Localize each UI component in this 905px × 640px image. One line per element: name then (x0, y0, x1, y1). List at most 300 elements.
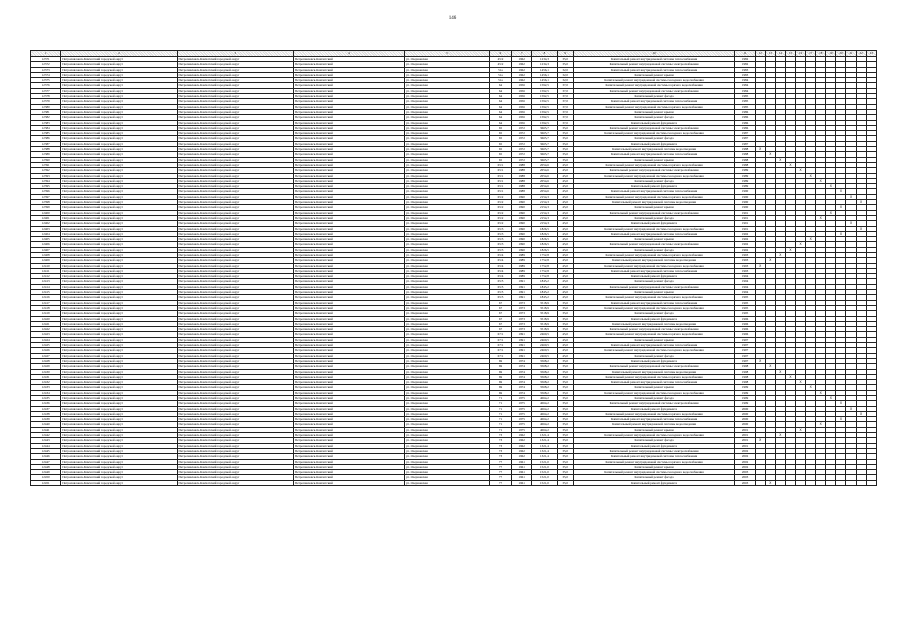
column-header: 23 (866, 51, 876, 57)
street-cell: ул. Озерновская (404, 78, 489, 83)
municipality-cell: Петропавловск-Камчатский городской округ (61, 104, 177, 109)
work-type-cell: Капитальный ремонт фундамента (573, 406, 735, 411)
row-number: 12383 (31, 120, 61, 125)
work-type-cell: Капитальный ремонт фасада (573, 178, 735, 183)
mark-cell: X (765, 480, 775, 485)
wear-cell: 35,0 (557, 411, 573, 416)
settlement-cell: Петропавловск-Камчатский (293, 279, 404, 284)
row-number: 12394 (31, 178, 61, 183)
area-cell: 4064,2 (532, 422, 557, 427)
row-number: 12408 (31, 252, 61, 257)
mark-cell: X (856, 200, 866, 205)
district-cell: Петропавловск-Камчатский городской округ (177, 136, 293, 141)
wear-cell: 45,0 (557, 189, 573, 194)
plan-year-cell: 1995 (735, 305, 755, 310)
area-cell: 1592,5 (532, 109, 557, 114)
work-type-cell: Капитальный ремонт фасада (573, 438, 735, 443)
wear-cell: 35,0 (557, 390, 573, 395)
house-number-cell: 67 (489, 305, 511, 310)
mark-cell: X (796, 242, 806, 247)
house-number-cell: 65/5 (489, 284, 511, 289)
mark-cell: X (796, 380, 806, 385)
district-cell: Петропавловск-Камчатский городской округ (177, 94, 293, 99)
work-type-cell: Капитальный ремонт внутридомовой системы теплоснабжения (573, 343, 735, 348)
district-cell: Петропавловск-Камчатский городской округ (177, 396, 293, 401)
work-type-cell: Капитальный ремонт внутридомовой системы водоотведения (573, 321, 735, 326)
wear-cell: 35,0 (557, 321, 573, 326)
plan-year-cell: 1988 (735, 157, 755, 162)
plan-year-cell: 1997 (735, 358, 755, 363)
build-year-cell: 1972 (512, 136, 532, 141)
area-cell: 4064,2 (532, 427, 557, 432)
district-cell: Петропавловск-Камчатский городской округ (177, 210, 293, 215)
area-cell: 3568,2 (532, 369, 557, 374)
municipality-cell: Петропавловск-Камчатский городской округ (61, 385, 177, 390)
row-number: 12400 (31, 210, 61, 215)
build-year-cell: 1962 (512, 433, 532, 438)
build-year-cell: 1962 (512, 67, 532, 72)
settlement-cell: Петропавловск-Камчатский (293, 343, 404, 348)
district-cell: Петропавловск-Камчатский городской округ (177, 343, 293, 348)
work-type-cell: Капитальный ремонт внутридомовой системы холодного водоснабжения (573, 470, 735, 475)
build-year-cell: 1956 (512, 104, 532, 109)
settlement-cell: Петропавловск-Камчатский (293, 284, 404, 289)
settlement-cell: Петропавловск-Камчатский (293, 99, 404, 104)
municipality-cell: Петропавловск-Камчатский городской округ (61, 337, 177, 342)
column-header: 5 (404, 51, 489, 57)
district-cell: Петропавловск-Камчатский городской округ (177, 168, 293, 173)
wear-cell: 45,0 (557, 162, 573, 167)
settlement-cell: Петропавловск-Камчатский (293, 258, 404, 263)
street-cell: ул. Озерновская (404, 210, 489, 215)
column-header: 8 (532, 51, 557, 57)
settlement-cell: Петропавловск-Камчатский (293, 115, 404, 120)
municipality-cell: Петропавловск-Камчатский городской округ (61, 475, 177, 480)
district-cell: Петропавловск-Камчатский городской округ (177, 237, 293, 242)
district-cell: Петропавловск-Камчатский городской округ (177, 448, 293, 453)
house-number-cell: 64 (489, 83, 511, 88)
settlement-cell: Петропавловск-Камчатский (293, 263, 404, 268)
row-number: 12419 (31, 311, 61, 316)
street-cell: ул. Озерновская (404, 417, 489, 422)
build-year-cell: 1975 (512, 411, 532, 416)
street-cell: ул. Озерновская (404, 401, 489, 406)
wear-cell: 45,0 (557, 237, 573, 242)
street-cell: ул. Озерновская (404, 284, 489, 289)
build-year-cell: 1962 (512, 78, 532, 83)
mark-cell: X (836, 401, 846, 406)
row-number: 12393 (31, 173, 61, 178)
row-number: 12449 (31, 470, 61, 475)
district-cell: Петропавловск-Камчатский городской округ (177, 353, 293, 358)
row-number: 12446 (31, 454, 61, 459)
area-cell: 1521,0 (532, 470, 557, 475)
house-number-cell: 65 (489, 136, 511, 141)
plan-year-cell: 1992 (735, 247, 755, 252)
wear-cell: 45,0 (557, 215, 573, 220)
row-number: 12378 (31, 94, 61, 99)
house-number-cell: 65/4 (489, 268, 511, 273)
district-cell: Петропавловск-Камчатский городской округ (177, 358, 293, 363)
settlement-cell: Петропавловск-Камчатский (293, 438, 404, 443)
settlement-cell: Петропавловск-Камчатский (293, 411, 404, 416)
district-cell: Петропавловск-Камчатский городской округ (177, 152, 293, 157)
wear-cell: 35,0 (557, 380, 573, 385)
build-year-cell: 1990 (512, 194, 532, 199)
wear-cell: 45,0 (557, 231, 573, 236)
wear-cell: 37,0 (557, 115, 573, 120)
area-cell: 2154,3 (532, 205, 557, 210)
plan-year-cell: 1985 (735, 99, 755, 104)
district-cell: Петропавловск-Камчатский городской округ (177, 454, 293, 459)
work-type-cell: Капитальный ремонт внутридомовой системы электроснабжения (573, 210, 735, 215)
wear-cell: 32,0 (557, 72, 573, 77)
plan-year-cell: 1993 (735, 263, 755, 268)
municipality-cell: Петропавловск-Камчатский городской округ (61, 295, 177, 300)
district-cell: Петропавловск-Камчатский городской округ (177, 480, 293, 485)
area-cell: 3518,9 (532, 316, 557, 321)
work-type-cell: Капитальный ремонт фундамента (573, 221, 735, 226)
wear-cell: 35,0 (557, 316, 573, 321)
plan-year-cell: 1996 (735, 321, 755, 326)
house-number-cell: 65 (489, 125, 511, 130)
street-cell: ул. Озерновская (404, 300, 489, 305)
mark-cell (775, 480, 785, 485)
wear-cell: 35,0 (557, 475, 573, 480)
house-number-cell: 65/4 (489, 258, 511, 263)
street-cell: ул. Озерновская (404, 385, 489, 390)
area-cell: 3568,2 (532, 364, 557, 369)
wear-cell: 35,0 (557, 401, 573, 406)
house-number-cell: 69 (489, 374, 511, 379)
row-number: 12433 (31, 385, 61, 390)
house-number-cell: 64 (489, 99, 511, 104)
municipality-cell: Петропавловск-Камчатский городской округ (61, 115, 177, 120)
municipality-cell: Петропавловск-Камчатский городской округ (61, 284, 177, 289)
street-cell: ул. Озерновская (404, 104, 489, 109)
row-number: 12384 (31, 125, 61, 130)
build-year-cell: 1961 (512, 475, 532, 480)
house-number-cell: 64 (489, 104, 511, 109)
work-type-cell: Капитальный ремонт фасада (573, 247, 735, 252)
plan-year-cell: 1998 (735, 369, 755, 374)
row-number: 12385 (31, 131, 61, 136)
district-cell: Петропавловск-Камчатский городской округ (177, 83, 293, 88)
plan-year-cell: 1987 (735, 131, 755, 136)
settlement-cell: Петропавловск-Камчатский (293, 475, 404, 480)
district-cell: Петропавловск-Камчатский городской округ (177, 184, 293, 189)
street-cell: ул. Озерновская (404, 279, 489, 284)
plan-year-cell: 1998 (735, 364, 755, 369)
work-type-cell: Капитальный ремонт внутридомовой системы горячего водоснабжения (573, 252, 735, 257)
table-body (31, 57, 877, 486)
work-type-cell: Капитальный ремонт внутридомовой системы горячего водоснабжения (573, 295, 735, 300)
row-number: 12447 (31, 459, 61, 464)
wear-cell: 45,0 (557, 184, 573, 189)
municipality-cell: Петропавловск-Камчатский городской округ (61, 300, 177, 305)
plan-year-cell: 1984 (735, 88, 755, 93)
build-year-cell: 1991 (512, 332, 532, 337)
work-type-cell: Капитальный ремонт крыши (573, 385, 735, 390)
settlement-cell: Петропавловск-Камчатский (293, 348, 404, 353)
work-type-cell: Капитальный ремонт фундамента (573, 184, 735, 189)
area-cell: 4064,2 (532, 411, 557, 416)
column-header: 15 (785, 51, 795, 57)
build-year-cell: 1962 (512, 443, 532, 448)
house-number-cell: 67 (489, 321, 511, 326)
settlement-cell: Петропавловск-Камчатский (293, 104, 404, 109)
municipality-cell: Петропавловск-Камчатский городской округ (61, 141, 177, 146)
settlement-cell: Петропавловск-Камчатский (293, 337, 404, 342)
area-cell: 3518,9 (532, 300, 557, 305)
area-cell: 1234,3 (532, 62, 557, 67)
plan-year-cell: 1986 (735, 115, 755, 120)
street-cell: ул. Озерновская (404, 221, 489, 226)
mark-cell: X (816, 178, 826, 183)
plan-year-cell: 1988 (735, 147, 755, 152)
district-cell: Петропавловск-Камчатский городской округ (177, 162, 293, 167)
column-header: 12 (755, 51, 765, 57)
area-cell: 1592,5 (532, 120, 557, 125)
build-year-cell: 1972 (512, 131, 532, 136)
work-type-cell: Капитальный ремонт фасада (573, 279, 735, 284)
build-year-cell: 1988 (512, 184, 532, 189)
district-cell: Петропавловск-Камчатский городской округ (177, 390, 293, 395)
area-cell: 1592,5 (532, 94, 557, 99)
street-cell: ул. Озерновская (404, 374, 489, 379)
district-cell: Петропавловск-Камчатский городской округ (177, 252, 293, 257)
house-number-cell: 65/5 (489, 279, 511, 284)
municipality-cell: Петропавловск-Камчатский городской округ (61, 422, 177, 427)
municipality-cell: Петропавловск-Камчатский городской округ (61, 258, 177, 263)
district-cell: Петропавловск-Камчатский городской округ (177, 459, 293, 464)
build-year-cell: 1989 (512, 252, 532, 257)
area-cell: 1321,4 (532, 443, 557, 448)
plan-year-cell: 1997 (735, 343, 755, 348)
row-number: 12442 (31, 433, 61, 438)
area-cell: 3665,7 (532, 141, 557, 146)
work-type-cell: Капитальный ремонт внутридомовой системы холодного водоснабжения (573, 173, 735, 178)
settlement-cell: Петропавловск-Камчатский (293, 62, 404, 67)
build-year-cell: 1991 (512, 353, 532, 358)
wear-cell: 35,0 (557, 300, 573, 305)
house-number-cell: 65 (489, 131, 511, 136)
work-type-cell: Капитальный ремонт внутридомовой системы холодного водоснабжения (573, 390, 735, 395)
row-number: 12372 (31, 62, 61, 67)
area-cell: 1592,5 (532, 115, 557, 120)
area-cell: 1321,4 (532, 438, 557, 443)
house-number-cell: 65/1 (489, 162, 511, 167)
row-number: 12421 (31, 321, 61, 326)
wear-cell: 35,0 (557, 480, 573, 485)
column-header: 14 (775, 51, 785, 57)
mark-cell: X (755, 438, 765, 443)
area-cell: 1845,2 (532, 279, 557, 284)
build-year-cell: 1973 (512, 316, 532, 321)
row-number: 12441 (31, 427, 61, 432)
build-year-cell: 1990 (512, 247, 532, 252)
municipality-cell: Петропавловск-Камчатский городской округ (61, 459, 177, 464)
row-number: 12448 (31, 464, 61, 469)
street-cell: ул. Озерновская (404, 88, 489, 93)
street-cell: ул. Озерновская (404, 136, 489, 141)
row-number: 12388 (31, 147, 61, 152)
wear-cell: 45,0 (557, 173, 573, 178)
municipality-cell: Петропавловск-Камчатский городской округ (61, 88, 177, 93)
row-number: 12413 (31, 279, 61, 284)
build-year-cell: 1974 (512, 374, 532, 379)
area-cell: 3665,7 (532, 125, 557, 130)
build-year-cell: 1962 (512, 57, 532, 62)
house-number-cell: 45/2 (489, 62, 511, 67)
municipality-cell: Петропавловск-Камчатский городской округ (61, 438, 177, 443)
settlement-cell: Петропавловск-Камчатский (293, 295, 404, 300)
row-number: 12392 (31, 168, 61, 173)
work-type-cell: Капитальный ремонт крыши (573, 290, 735, 295)
build-year-cell: 1973 (512, 300, 532, 305)
work-type-cell: Капитальный ремонт внутридомовой системы холодного водоснабжения (573, 131, 735, 136)
municipality-cell: Петропавловск-Камчатский городской округ (61, 406, 177, 411)
municipality-cell: Петропавловск-Камчатский городской округ (61, 268, 177, 273)
area-cell: 3665,7 (532, 152, 557, 157)
work-type-cell: Капитальный ремонт внутридомовой системы теплоснабжения (573, 380, 735, 385)
row-number: 12411 (31, 268, 61, 273)
area-cell: 1592,5 (532, 104, 557, 109)
area-cell: 1826,5 (532, 226, 557, 231)
house-number-cell: 65/5 (489, 295, 511, 300)
municipality-cell: Петропавловск-Камчатский городской округ (61, 332, 177, 337)
settlement-cell: Петропавловск-Камчатский (293, 173, 404, 178)
area-cell: 1845,2 (532, 284, 557, 289)
column-header: 19 (826, 51, 836, 57)
row-number: 12401 (31, 215, 61, 220)
street-cell: ул. Озерновская (404, 369, 489, 374)
work-type-cell: Капитальный ремонт внутридомовой системы холодного водоснабжения (573, 305, 735, 310)
municipality-cell: Петропавловск-Камчатский городской округ (61, 353, 177, 358)
plan-year-cell: 2001 (735, 433, 755, 438)
wear-cell: 35,0 (557, 374, 573, 379)
district-cell: Петропавловск-Камчатский городской округ (177, 433, 293, 438)
street-cell: ул. Озерновская (404, 226, 489, 231)
plan-year-cell: 2001 (735, 443, 755, 448)
wear-cell: 45,0 (557, 343, 573, 348)
work-type-cell: Капитальный ремонт внутридомовой системы электроснабжения (573, 364, 735, 369)
house-number-cell: 77 (489, 475, 511, 480)
house-number-cell: 77 (489, 480, 511, 485)
work-type-cell: Капитальный ремонт внутридомовой системы электроснабжения (573, 284, 735, 289)
row-number: 12371 (31, 57, 61, 62)
street-cell: ул. Озерновская (404, 321, 489, 326)
area-cell: 2054,6 (532, 189, 557, 194)
plan-year-cell: 1991 (735, 215, 755, 220)
build-year-cell: 1990 (512, 226, 532, 231)
municipality-cell: Петропавловск-Камчатский городской округ (61, 279, 177, 284)
house-number-cell: 69 (489, 385, 511, 390)
plan-year-cell: 1994 (735, 274, 755, 279)
municipality-cell: Петропавловск-Камчатский городской округ (61, 94, 177, 99)
municipality-cell: Петропавловск-Камчатский городской округ (61, 162, 177, 167)
street-cell: ул. Озерновская (404, 62, 489, 67)
house-number-cell: 65/3 (489, 237, 511, 242)
build-year-cell: 1956 (512, 99, 532, 104)
house-number-cell: 73 (489, 454, 511, 459)
row-number: 12403 (31, 226, 61, 231)
area-cell: 1845,2 (532, 295, 557, 300)
street-cell: ул. Озерновская (404, 274, 489, 279)
municipality-cell: Петропавловск-Камчатский городской округ (61, 189, 177, 194)
municipality-cell: Петропавловск-Камчатский городской округ (61, 411, 177, 416)
work-type-cell: Капитальный ремонт фасада (573, 311, 735, 316)
row-number: 12386 (31, 136, 61, 141)
wear-cell: 45,0 (557, 290, 573, 295)
build-year-cell: 1973 (512, 305, 532, 310)
area-cell: 1521,0 (532, 459, 557, 464)
work-type-cell: Капитальный ремонт фундамента (573, 358, 735, 363)
municipality-cell: Петропавловск-Камчатский городской округ (61, 454, 177, 459)
work-type-cell: Капитальный ремонт фундамента (573, 141, 735, 146)
wear-cell: 35,0 (557, 152, 573, 157)
house-number-cell: 51а (489, 72, 511, 77)
municipality-cell: Петропавловск-Камчатский городской округ (61, 290, 177, 295)
street-cell: ул. Озерновская (404, 390, 489, 395)
settlement-cell: Петропавловск-Камчатский (293, 369, 404, 374)
plan-year-cell: 1983 (735, 67, 755, 72)
work-type-cell: Капитальный ремонт внутридомовой системы электроснабжения (573, 125, 735, 130)
wear-cell: 37,0 (557, 104, 573, 109)
settlement-cell: Петропавловск-Камчатский (293, 364, 404, 369)
work-type-cell: Капитальный ремонт крыши (573, 337, 735, 342)
column-header: 17 (806, 51, 816, 57)
build-year-cell: 1956 (512, 88, 532, 93)
wear-cell: 45,0 (557, 210, 573, 215)
house-number-cell: 65/2 (489, 200, 511, 205)
street-cell: ул. Озерновская (404, 252, 489, 257)
build-year-cell: 1961 (512, 480, 532, 485)
settlement-cell: Петропавловск-Камчатский (293, 215, 404, 220)
row-number: 12389 (31, 152, 61, 157)
settlement-cell: Петропавловск-Камчатский (293, 189, 404, 194)
mark-cell: X (816, 390, 826, 395)
house-number-cell: 65 (489, 157, 511, 162)
street-cell: ул. Озерновская (404, 480, 489, 485)
mark-cell (856, 480, 866, 485)
settlement-cell: Петропавловск-Камчатский (293, 327, 404, 332)
settlement-cell: Петропавловск-Камчатский (293, 141, 404, 146)
district-cell: Петропавловск-Камчатский городской округ (177, 475, 293, 480)
build-year-cell: 1962 (512, 72, 532, 77)
district-cell: Петропавловск-Камчатский городской округ (177, 226, 293, 231)
row-number: 12410 (31, 263, 61, 268)
row-number: 12417 (31, 300, 61, 305)
wear-cell: 35,0 (557, 422, 573, 427)
settlement-cell: Петропавловск-Камчатский (293, 380, 404, 385)
district-cell: Петропавловск-Камчатский городской округ (177, 200, 293, 205)
settlement-cell: Петропавловск-Камчатский (293, 57, 404, 62)
settlement-cell: Петропавловск-Камчатский (293, 401, 404, 406)
row-number: 12396 (31, 189, 61, 194)
plan-year-cell: 1989 (735, 168, 755, 173)
row-number: 12416 (31, 295, 61, 300)
build-year-cell: 1990 (512, 210, 532, 215)
build-year-cell: 1989 (512, 258, 532, 263)
municipality-cell: Петропавловск-Камчатский городской округ (61, 247, 177, 252)
settlement-cell: Петропавловск-Камчатский (293, 210, 404, 215)
settlement-cell: Петропавловск-Камчатский (293, 385, 404, 390)
municipality-cell: Петропавловск-Камчатский городской округ (61, 252, 177, 257)
municipality-cell: Петропавловск-Камчатский городской округ (61, 99, 177, 104)
street-cell: ул. Озерновская (404, 337, 489, 342)
row-number: 12404 (31, 231, 61, 236)
